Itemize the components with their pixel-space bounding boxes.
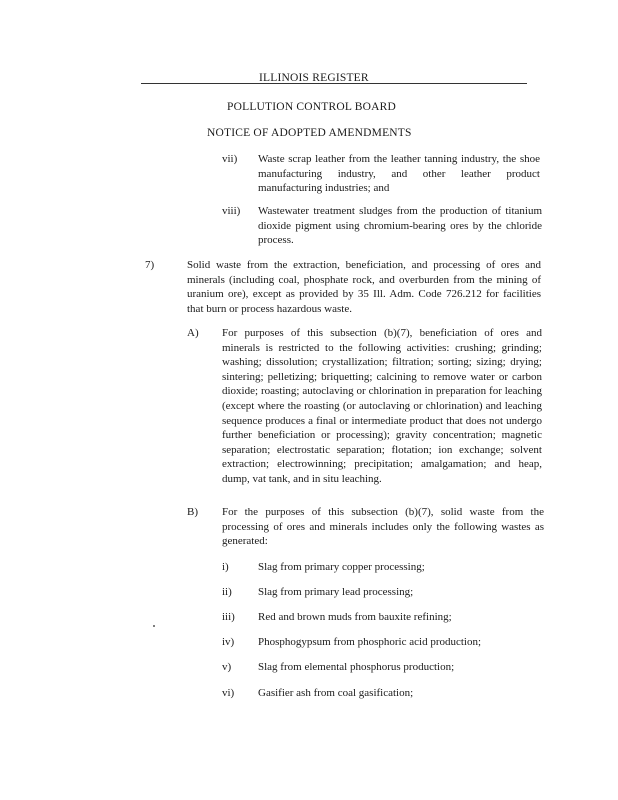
subitem-marker-b: B) [187,506,198,518]
item-marker-vii: vii) [222,153,238,165]
item-text-vii: Waste scrap leather from the leather tanning industry, the shoe manufacturing industry, and other leather product manufacturing industries; and [258,153,540,195]
waste-item-text: Slag from primary lead processing; [258,586,414,598]
subitem-text-b: For the purposes of this subsection (b)(7), solid waste from the processing of ores and minerals includes only the following wastes as generated: [222,506,544,548]
waste-marker: ii) [222,586,232,598]
waste-item-text: Slag from primary copper processing; [258,561,425,573]
waste-marker: v) [222,661,232,673]
item-marker-7: 7) [145,259,155,271]
waste-item-text: Red and brown muds from bauxite refining; [258,611,452,623]
item-text-viii: Wastewater treatment sludges from the production of titanium dioxide pigment using chromium-bearing ores by the chloride process. [258,205,542,247]
waste-item-text: Gasifier ash from coal gasification; [258,687,414,699]
scan-speck [153,625,155,627]
waste-marker: iv) [222,636,235,648]
item-text-7: Solid waste from the extraction, beneficiation, and processing of ores and minerals (including coal, phosphate rock, and overburden from the mining of uranium ore), except as provided by 35 Ill. Adm. Code 726.212 for facilities that burn or process hazardous waste. [187,259,541,315]
waste-marker: i) [222,561,229,573]
subitem-text-a: For purposes of this subsection (b)(7), beneficiation of ores and minerals is restricted to the following activities: crushing; grinding; washing; dissolution; crystallization; filtration; sorting; sizing; drying; sintering; pelletizing; briquetting; calcining to remove water or carbon dioxide; roasting; autoclaving or chlorination in preparation for leaching (except where the roasting (or autoclaving or chlorination) and leaching sequence produces a final or intermediate product that does not undergo further beneficiation or processing); gravity concentration; magnetic separation; electrostatic separation; flotation; ion exchange; solvent extraction; electrowinning; precipitation; amalgamation; and heap, dump, vat tank, and in situ leaching. [222,327,542,485]
register-heading: ILLINOIS REGISTER [259,72,369,84]
notice-heading: NOTICE OF ADOPTED AMENDMENTS [207,127,412,139]
board-heading: POLLUTION CONTROL BOARD [227,101,397,113]
header-rule [141,83,527,84]
waste-marker: vi) [222,687,235,699]
waste-item-text: Phosphogypsum from phosphoric acid production; [258,636,482,648]
subitem-marker-a: A) [187,327,199,339]
waste-item-text: Slag from elemental phosphorus production; [258,661,455,673]
waste-marker: iii) [222,611,235,623]
item-marker-viii: viii) [222,205,241,217]
